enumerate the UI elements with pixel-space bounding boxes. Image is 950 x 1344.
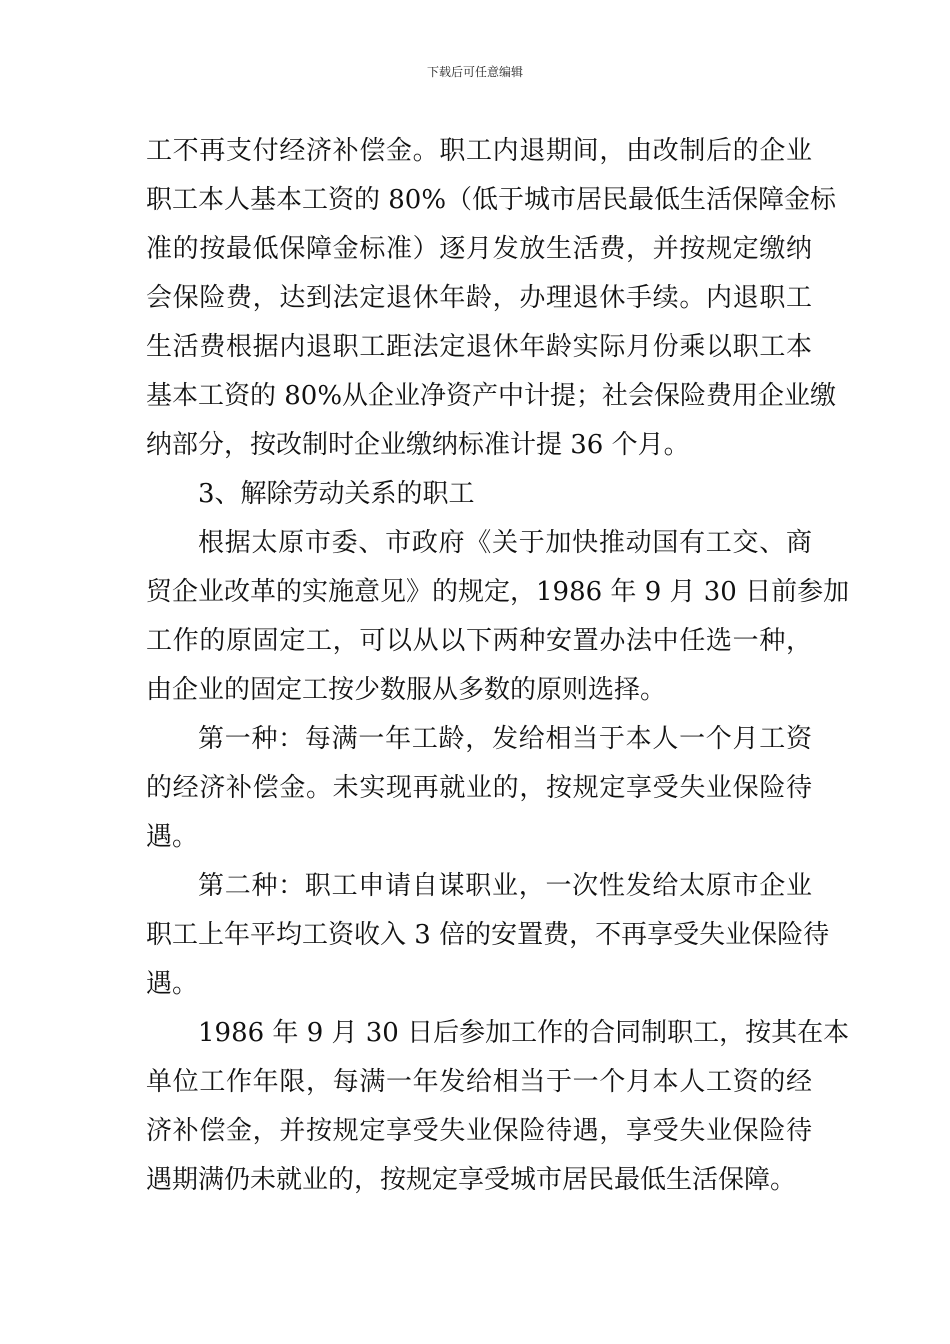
- paragraph: [146, 519, 850, 715]
- paragraph: [146, 1009, 850, 1205]
- paragraph: [146, 715, 812, 862]
- text-line: 根据太原市委、市政府《关于加快推动国有工交、商: [198, 528, 812, 558]
- text-line: 第二种：职工申请自谋职业，一次性发给太原市企业: [198, 871, 812, 901]
- text-line: 第一种：每满一年工龄，发给相当于本人一个月工资: [198, 724, 812, 754]
- text-line: 单位工作年限，每满一年发给相当于一个月本人工资的经: [146, 1067, 812, 1097]
- page-header-note: 下载后可任意编辑: [426, 65, 523, 79]
- text-line: 会保险费，达到法定退休年龄，办理退休手续。内退职工: [146, 283, 812, 313]
- text-line: 济补偿金，并按规定享受失业保险待遇，享受失业保险待: [146, 1116, 812, 1146]
- text-line: 纳部分，按改制时企业缴纳标准计提 36 个月。: [146, 430, 690, 460]
- text-line: 遇。: [146, 822, 199, 852]
- text-line: 准的按最低保障金标准）逐月发放生活费，并按规定缴纳: [146, 234, 812, 264]
- text-line: 遇。: [146, 969, 199, 999]
- section-heading: [146, 470, 812, 519]
- text-line: 1986 年 9 月 30 日后参加工作的合同制职工，按其在本: [198, 1018, 850, 1048]
- text-line: 工不再支付经济补偿金。职工内退期间，由改制后的企业: [146, 136, 812, 166]
- text-line: 贸企业改革的实施意见》的规定，1986 年 9 月 30 日前参加: [146, 577, 850, 607]
- text-line: 生活费根据内退职工距法定退休年龄实际月份乘以职工本: [146, 332, 812, 362]
- text-line: 由企业的固定工按少数服从多数的原则选择。: [146, 675, 667, 705]
- text-line: 工作的原固定工，可以从以下两种安置办法中任选一种，: [146, 626, 812, 656]
- text-line: 基本工资的 80%从企业净资产中计提；社会保险费用企业缴: [146, 381, 837, 411]
- text-line: 职工本人基本工资的 80%（低于城市居民最低生活保障金标: [146, 185, 837, 215]
- text-line: 3、解除劳动关系的职工: [198, 479, 475, 509]
- document-body: [146, 127, 850, 1205]
- paragraph: [146, 127, 837, 470]
- text-line: 遇期满仍未就业的，按规定享受城市居民最低生活保障。: [146, 1165, 797, 1195]
- text-line: 的经济补偿金。未实现再就业的，按规定享受失业保险待: [146, 773, 812, 803]
- paragraph: [146, 862, 830, 1009]
- text-line: 职工上年平均工资收入 3 倍的安置费，不再享受失业保险待: [146, 920, 830, 950]
